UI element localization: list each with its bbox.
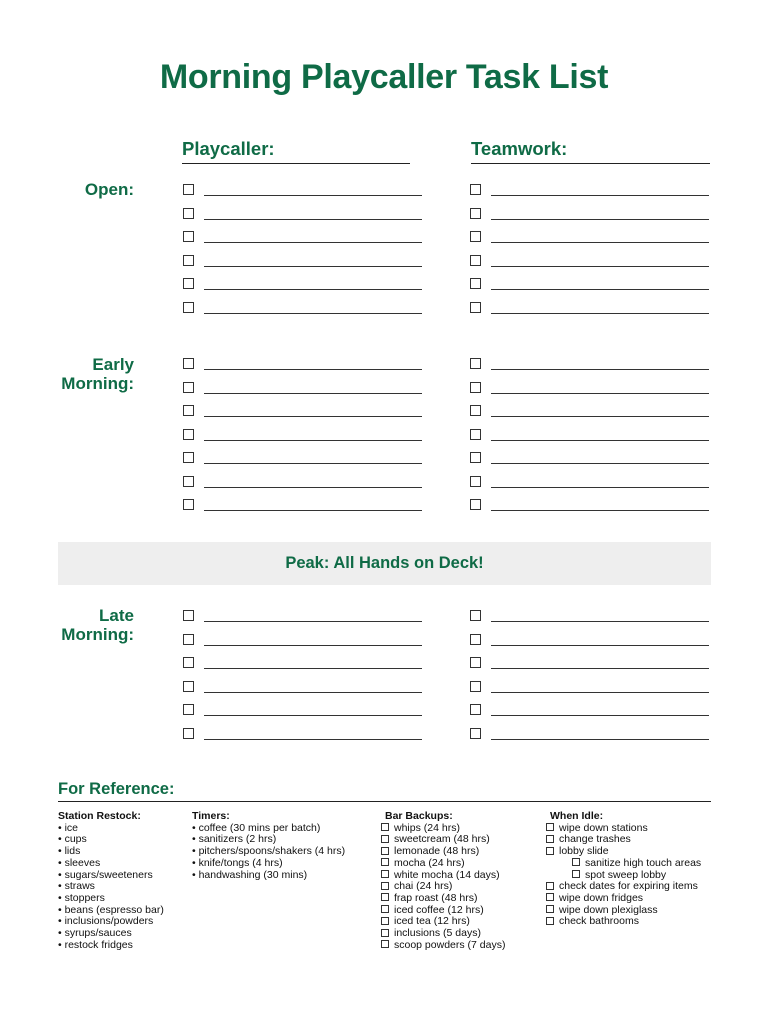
- list-item: iced coffee (12 hrs): [394, 903, 484, 916]
- task-checkbox[interactable]: [470, 452, 481, 463]
- task-checkbox[interactable]: [183, 634, 194, 645]
- playcaller-column-header: Playcaller:: [182, 138, 410, 164]
- task-write-in-line[interactable]: [204, 357, 422, 370]
- task-row: [183, 493, 422, 517]
- task-write-in-line[interactable]: [204, 656, 422, 669]
- task-row: [470, 399, 709, 423]
- checkbox-icon[interactable]: [546, 893, 554, 901]
- task-write-in-line[interactable]: [204, 498, 422, 511]
- list-item: inclusions (5 days): [394, 927, 481, 940]
- task-checkbox[interactable]: [470, 302, 481, 313]
- task-row: [183, 178, 422, 202]
- task-write-in-line[interactable]: [491, 703, 709, 716]
- list-item: • straws: [58, 880, 95, 893]
- bar-backups-title: Bar Backups:: [385, 810, 453, 822]
- task-checkbox[interactable]: [470, 255, 481, 266]
- list-item: whips (24 hrs): [394, 821, 460, 834]
- checkbox-icon[interactable]: [546, 882, 554, 890]
- task-row: [470, 178, 709, 202]
- task-row: [470, 470, 709, 494]
- task-row: [183, 628, 422, 652]
- task-write-in-line[interactable]: [204, 703, 422, 716]
- task-checkbox[interactable]: [183, 499, 194, 510]
- list-item: change trashes: [559, 833, 631, 846]
- list-item: • lids: [58, 845, 81, 858]
- list-item: wipe down plexiglass: [559, 903, 658, 916]
- checkbox-icon[interactable]: [381, 858, 389, 866]
- list-item: mocha (24 hrs): [394, 856, 465, 869]
- list-item: • cups: [58, 833, 87, 846]
- task-checkbox[interactable]: [183, 452, 194, 463]
- task-row: [470, 376, 709, 400]
- task-write-in-line[interactable]: [204, 609, 422, 622]
- task-checkbox[interactable]: [183, 184, 194, 195]
- task-checkbox[interactable]: [183, 476, 194, 487]
- task-checkbox[interactable]: [183, 610, 194, 621]
- task-row: [470, 604, 709, 628]
- task-write-in-line[interactable]: [204, 301, 422, 314]
- task-write-in-line[interactable]: [491, 680, 709, 693]
- task-row: [183, 423, 422, 447]
- task-checkbox[interactable]: [470, 358, 481, 369]
- task-row: [183, 225, 422, 249]
- task-row: [183, 604, 422, 628]
- task-checkbox[interactable]: [470, 231, 481, 242]
- task-write-in-line[interactable]: [204, 381, 422, 394]
- late-morning-section-label: Late Morning:: [61, 606, 134, 644]
- list-item: • syrups/sauces: [58, 927, 132, 940]
- task-write-in-line[interactable]: [204, 451, 422, 464]
- task-row: [183, 376, 422, 400]
- task-checkbox[interactable]: [470, 657, 481, 668]
- task-write-in-line[interactable]: [491, 207, 709, 220]
- open-section-label: Open:: [84, 180, 134, 199]
- task-checkbox[interactable]: [470, 184, 481, 195]
- task-checkbox[interactable]: [470, 405, 481, 416]
- task-write-in-line[interactable]: [491, 451, 709, 464]
- when-idle-title: When Idle:: [550, 810, 604, 822]
- task-checkbox[interactable]: [470, 704, 481, 715]
- task-row: [183, 651, 422, 675]
- task-write-in-line[interactable]: [491, 230, 709, 243]
- task-write-in-line[interactable]: [204, 727, 422, 740]
- task-row: [183, 202, 422, 226]
- task-checkbox[interactable]: [470, 610, 481, 621]
- peak-banner: Peak: All Hands on Deck!: [58, 542, 711, 585]
- checkbox-icon[interactable]: [381, 882, 389, 890]
- task-checkbox[interactable]: [470, 681, 481, 692]
- list-item: scoop powders (7 days): [394, 938, 506, 951]
- task-checkbox[interactable]: [183, 231, 194, 242]
- reference-heading: For Reference:: [58, 780, 711, 802]
- list-item: lobby slide: [559, 845, 609, 858]
- timers-title: Timers:: [192, 810, 230, 822]
- task-write-in-line[interactable]: [204, 428, 422, 441]
- station-restock-list: [58, 811, 164, 951]
- open-playcaller-tasks: [183, 178, 422, 319]
- task-checkbox[interactable]: [183, 358, 194, 369]
- task-write-in-line[interactable]: [491, 404, 709, 417]
- task-write-in-line[interactable]: [204, 475, 422, 488]
- task-checkbox[interactable]: [183, 208, 194, 219]
- list-item: check dates for expiring items: [559, 880, 698, 893]
- bar-backups-list: [381, 811, 505, 951]
- checkbox-icon[interactable]: [572, 870, 580, 878]
- teamwork-column-header: Teamwork:: [471, 138, 710, 164]
- task-write-in-line[interactable]: [204, 680, 422, 693]
- list-item: • pitchers/spoons/shakers (4 hrs): [192, 845, 346, 858]
- task-write-in-line[interactable]: [204, 230, 422, 243]
- task-row: [470, 202, 709, 226]
- task-checkbox[interactable]: [470, 429, 481, 440]
- checkbox-icon[interactable]: [381, 870, 389, 878]
- task-checkbox[interactable]: [183, 382, 194, 393]
- task-checkbox[interactable]: [470, 278, 481, 289]
- checkbox-icon[interactable]: [572, 858, 580, 866]
- task-write-in-line[interactable]: [491, 254, 709, 267]
- task-checkbox[interactable]: [470, 728, 481, 739]
- open-teamwork-tasks: [470, 178, 709, 319]
- task-checkbox[interactable]: [470, 476, 481, 487]
- early-morning-playcaller-tasks: [183, 352, 422, 517]
- task-write-in-line[interactable]: [204, 254, 422, 267]
- task-checkbox[interactable]: [183, 681, 194, 692]
- task-checkbox[interactable]: [470, 208, 481, 219]
- list-item: frap roast (48 hrs): [394, 891, 478, 904]
- task-checkbox[interactable]: [183, 429, 194, 440]
- checkbox-icon[interactable]: [546, 917, 554, 925]
- checkbox-icon[interactable]: [381, 847, 389, 855]
- late-morning-teamwork-tasks: [470, 604, 709, 745]
- checkbox-icon[interactable]: [381, 929, 389, 937]
- list-item: white mocha (14 days): [394, 868, 500, 881]
- list-item: • beans (espresso bar): [58, 903, 164, 916]
- task-write-in-line[interactable]: [491, 183, 709, 196]
- task-write-in-line[interactable]: [491, 357, 709, 370]
- list-item: • sugars/sweeteners: [58, 868, 153, 881]
- task-row: [470, 423, 709, 447]
- checkbox-icon[interactable]: [381, 835, 389, 843]
- task-row: [183, 698, 422, 722]
- task-checkbox[interactable]: [183, 704, 194, 715]
- task-checkbox[interactable]: [183, 657, 194, 668]
- timers-list: [192, 811, 345, 881]
- list-item: wipe down fridges: [559, 891, 644, 904]
- task-row: [470, 225, 709, 249]
- checkbox-icon[interactable]: [546, 823, 554, 831]
- task-row: [183, 249, 422, 273]
- task-write-in-line[interactable]: [491, 656, 709, 669]
- list-item: lemonade (48 hrs): [394, 845, 480, 858]
- list-item: • sanitizers (2 hrs): [192, 833, 277, 846]
- list-item: • handwashing (30 mins): [192, 868, 308, 881]
- task-row: [470, 249, 709, 273]
- early-morning-section-label: Early Morning:: [61, 355, 134, 393]
- task-write-in-line[interactable]: [491, 475, 709, 488]
- task-row: [470, 698, 709, 722]
- task-row: [470, 722, 709, 746]
- task-row: [183, 296, 422, 320]
- station-restock-title: Station Restock:: [58, 810, 141, 822]
- task-row: [183, 272, 422, 296]
- checkbox-icon[interactable]: [381, 940, 389, 948]
- task-row: [183, 399, 422, 423]
- task-write-in-line[interactable]: [204, 633, 422, 646]
- checkbox-icon[interactable]: [546, 847, 554, 855]
- task-checkbox[interactable]: [183, 728, 194, 739]
- task-row: [183, 675, 422, 699]
- checkbox-icon[interactable]: [381, 917, 389, 925]
- task-row: [470, 493, 709, 517]
- list-item: sweetcream (48 hrs): [394, 833, 490, 846]
- when-idle-list: [546, 811, 701, 928]
- task-write-in-line[interactable]: [491, 277, 709, 290]
- list-item: check bathrooms: [559, 915, 639, 928]
- task-write-in-line[interactable]: [491, 609, 709, 622]
- list-item: spot sweep lobby: [585, 868, 667, 881]
- list-item: • inclusions/powders: [58, 915, 154, 928]
- task-row: [470, 296, 709, 320]
- list-item: • sleeves: [58, 856, 101, 869]
- task-row: [470, 628, 709, 652]
- task-checkbox[interactable]: [183, 405, 194, 416]
- checkbox-icon[interactable]: [546, 835, 554, 843]
- checkbox-icon[interactable]: [381, 905, 389, 913]
- checkbox-icon[interactable]: [381, 823, 389, 831]
- early-morning-teamwork-tasks: [470, 352, 709, 517]
- task-checkbox[interactable]: [183, 255, 194, 266]
- checkbox-icon[interactable]: [381, 893, 389, 901]
- task-checkbox[interactable]: [470, 634, 481, 645]
- late-morning-playcaller-tasks: [183, 604, 422, 745]
- task-checkbox[interactable]: [183, 302, 194, 313]
- list-item: wipe down stations: [559, 821, 648, 834]
- task-row: [183, 470, 422, 494]
- task-checkbox[interactable]: [470, 499, 481, 510]
- task-row: [470, 446, 709, 470]
- list-item: • stoppers: [58, 891, 105, 904]
- task-write-in-line[interactable]: [204, 183, 422, 196]
- task-row: [470, 352, 709, 376]
- task-write-in-line[interactable]: [491, 633, 709, 646]
- task-write-in-line[interactable]: [491, 727, 709, 740]
- task-write-in-line[interactable]: [204, 404, 422, 417]
- list-item: • coffee (30 mins per batch): [192, 821, 321, 834]
- task-row: [183, 352, 422, 376]
- task-write-in-line[interactable]: [491, 428, 709, 441]
- task-row: [183, 722, 422, 746]
- task-row: [470, 651, 709, 675]
- task-write-in-line[interactable]: [204, 277, 422, 290]
- list-item: chai (24 hrs): [394, 880, 453, 893]
- task-row: [470, 675, 709, 699]
- list-item: • ice: [58, 821, 79, 834]
- task-row: [470, 272, 709, 296]
- list-item: • knife/tongs (4 hrs): [192, 856, 283, 869]
- task-write-in-line[interactable]: [491, 498, 709, 511]
- task-write-in-line[interactable]: [491, 381, 709, 394]
- list-item: • restock fridges: [58, 938, 133, 951]
- list-item: iced tea (12 hrs): [394, 915, 470, 928]
- checkbox-icon[interactable]: [546, 905, 554, 913]
- task-checkbox[interactable]: [183, 278, 194, 289]
- task-row: [183, 446, 422, 470]
- task-write-in-line[interactable]: [491, 301, 709, 314]
- page-title: Morning Playcaller Task List: [159, 58, 609, 96]
- task-write-in-line[interactable]: [204, 207, 422, 220]
- task-checkbox[interactable]: [470, 382, 481, 393]
- list-item: sanitize high touch areas: [585, 856, 702, 869]
